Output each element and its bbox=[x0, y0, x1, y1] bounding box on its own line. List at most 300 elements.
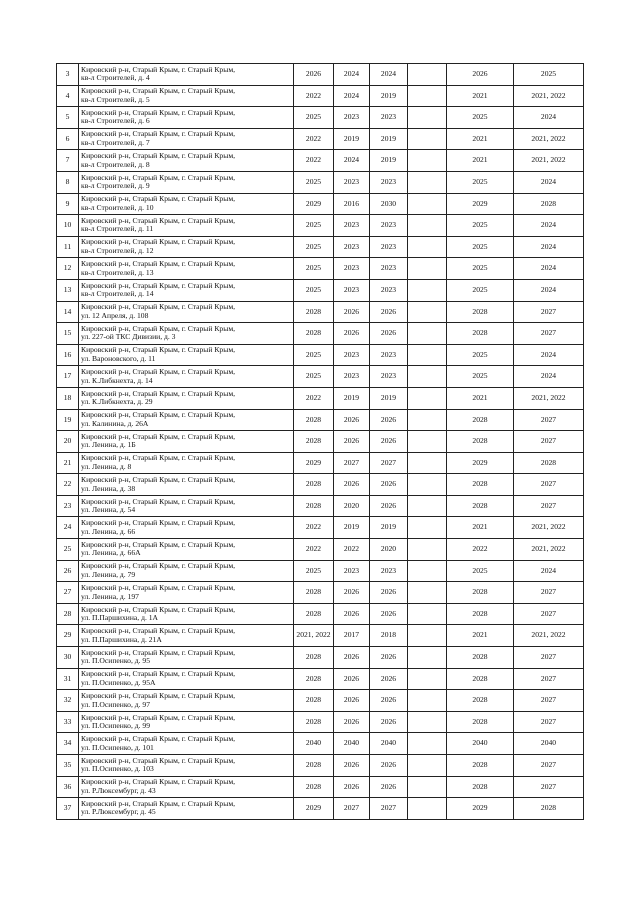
year-cell-5: 2027 bbox=[514, 603, 584, 625]
year-cell-2: 2027 bbox=[334, 452, 370, 474]
year-cell-1: 2028 bbox=[294, 409, 334, 431]
empty-cell bbox=[408, 798, 447, 820]
table-row bbox=[57, 279, 584, 301]
row-number: 7 bbox=[57, 150, 79, 172]
year-cell-1: 2025 bbox=[294, 171, 334, 193]
year-cell-5: 2021, 2022 bbox=[514, 150, 584, 172]
empty-cell bbox=[408, 301, 447, 323]
year-cell-2: 2026 bbox=[334, 431, 370, 453]
address-line: Кировский р-н, Старый Крым, г. Старый Крым, bbox=[81, 582, 236, 592]
year-cell-4: 2028 bbox=[447, 323, 514, 345]
year-cell-3: 2019 bbox=[370, 387, 408, 409]
address-line: ул. Ленина, д. 38 bbox=[81, 483, 136, 493]
year-cell-3: 2026 bbox=[370, 603, 408, 625]
year-cell-5: 2021, 2022 bbox=[514, 517, 584, 539]
year-cell-3: 2019 bbox=[370, 517, 408, 539]
address-line: Кировский р-н, Старый Крым, г. Старый Крым, bbox=[81, 86, 236, 96]
empty-cell bbox=[408, 647, 447, 669]
year-cell-5: 2024 bbox=[514, 236, 584, 258]
row-number: 28 bbox=[57, 603, 79, 625]
year-cell-1: 2025 bbox=[294, 107, 334, 129]
year-cell-1: 2028 bbox=[294, 474, 334, 496]
year-cell-5: 2027 bbox=[514, 690, 584, 712]
year-cell-3: 2023 bbox=[370, 560, 408, 582]
address-cell bbox=[79, 431, 294, 453]
address-cell bbox=[79, 64, 294, 86]
year-cell-5: 2024 bbox=[514, 107, 584, 129]
year-cell-3: 2040 bbox=[370, 733, 408, 755]
year-cell-2: 2019 bbox=[334, 517, 370, 539]
address-line: Кировский р-н, Старый Крым, г. Старый Крым, bbox=[81, 388, 236, 398]
table-row bbox=[57, 366, 584, 388]
year-cell-4: 2025 bbox=[447, 258, 514, 280]
address-cell bbox=[79, 171, 294, 193]
table-row bbox=[57, 539, 584, 561]
year-cell-1: 2022 bbox=[294, 150, 334, 172]
row-number: 36 bbox=[57, 776, 79, 798]
empty-cell bbox=[408, 452, 447, 474]
year-cell-1: 2025 bbox=[294, 366, 334, 388]
year-cell-2: 2017 bbox=[334, 625, 370, 647]
year-cell-4: 2026 bbox=[447, 64, 514, 86]
year-cell-1: 2022 bbox=[294, 539, 334, 561]
year-cell-1: 2022 bbox=[294, 387, 334, 409]
address-line: кв-л Строителей, д. 6 bbox=[81, 116, 150, 126]
row-number: 13 bbox=[57, 279, 79, 301]
year-cell-1: 2025 bbox=[294, 560, 334, 582]
year-cell-3: 2026 bbox=[370, 409, 408, 431]
year-cell-3: 2023 bbox=[370, 344, 408, 366]
address-line: ул. П.Осипенко, д. 101 bbox=[81, 742, 154, 752]
year-cell-5: 2025 bbox=[514, 64, 584, 86]
address-line: Кировский р-н, Старый Крым, г. Старый Крым, bbox=[81, 669, 236, 679]
table-row bbox=[57, 495, 584, 517]
year-cell-5: 2027 bbox=[514, 711, 584, 733]
year-cell-4: 2028 bbox=[447, 647, 514, 669]
year-cell-5: 2024 bbox=[514, 258, 584, 280]
row-number: 17 bbox=[57, 366, 79, 388]
row-number: 33 bbox=[57, 711, 79, 733]
year-cell-1: 2025 bbox=[294, 215, 334, 237]
year-cell-5: 2024 bbox=[514, 560, 584, 582]
year-cell-3: 2026 bbox=[370, 690, 408, 712]
year-cell-3: 2020 bbox=[370, 539, 408, 561]
empty-cell bbox=[408, 690, 447, 712]
row-number: 4 bbox=[57, 85, 79, 107]
address-line: Кировский р-н, Старый Крым, г. Старый Крым, bbox=[81, 518, 236, 528]
year-cell-4: 2025 bbox=[447, 560, 514, 582]
table-row bbox=[57, 647, 584, 669]
year-cell-3: 2023 bbox=[370, 215, 408, 237]
year-cell-4: 2028 bbox=[447, 603, 514, 625]
address-line: Кировский р-н, Старый Крым, г. Старый Крым, bbox=[81, 798, 236, 808]
year-cell-4: 2028 bbox=[447, 582, 514, 604]
year-cell-3: 2026 bbox=[370, 711, 408, 733]
year-cell-5: 2027 bbox=[514, 668, 584, 690]
year-cell-4: 2025 bbox=[447, 171, 514, 193]
address-line: Кировский р-н, Старый Крым, г. Старый Крым, bbox=[81, 561, 236, 571]
year-cell-1: 2029 bbox=[294, 798, 334, 820]
row-number: 8 bbox=[57, 171, 79, 193]
year-cell-4: 2025 bbox=[447, 107, 514, 129]
year-cell-2: 2023 bbox=[334, 560, 370, 582]
year-cell-2: 2026 bbox=[334, 323, 370, 345]
address-line: ул. П.Паршихина, д. 1А bbox=[81, 613, 159, 623]
table-row bbox=[57, 323, 584, 345]
year-cell-2: 2023 bbox=[334, 171, 370, 193]
address-line: Кировский р-н, Старый Крым, г. Старый Крым, bbox=[81, 453, 236, 463]
year-cell-4: 2028 bbox=[447, 409, 514, 431]
address-line: Кировский р-н, Старый Крым, г. Старый Крым, bbox=[81, 777, 236, 787]
address-line: ул. Ленина, д. 66 bbox=[81, 526, 136, 536]
year-cell-4: 2021 bbox=[447, 625, 514, 647]
address-cell bbox=[79, 755, 294, 777]
empty-cell bbox=[408, 64, 447, 86]
year-cell-1: 2028 bbox=[294, 647, 334, 669]
year-cell-4: 2040 bbox=[447, 733, 514, 755]
year-cell-2: 2026 bbox=[334, 409, 370, 431]
year-cell-5: 2027 bbox=[514, 495, 584, 517]
table-body bbox=[57, 64, 584, 820]
address-cell bbox=[79, 690, 294, 712]
table-row bbox=[57, 236, 584, 258]
year-cell-4: 2029 bbox=[447, 452, 514, 474]
empty-cell bbox=[408, 431, 447, 453]
row-number: 25 bbox=[57, 539, 79, 561]
address-cell bbox=[79, 301, 294, 323]
year-cell-2: 2023 bbox=[334, 107, 370, 129]
year-cell-4: 2028 bbox=[447, 711, 514, 733]
address-line: Кировский р-н, Старый Крым, г. Старый Крым, bbox=[81, 647, 236, 657]
year-cell-5: 2027 bbox=[514, 431, 584, 453]
empty-cell bbox=[408, 215, 447, 237]
empty-cell bbox=[408, 776, 447, 798]
row-number: 26 bbox=[57, 560, 79, 582]
year-cell-5: 2024 bbox=[514, 366, 584, 388]
address-cell bbox=[79, 366, 294, 388]
year-cell-2: 2023 bbox=[334, 344, 370, 366]
year-cell-4: 2022 bbox=[447, 539, 514, 561]
row-number: 24 bbox=[57, 517, 79, 539]
address-line: кв-л Строителей, д. 11 bbox=[81, 224, 154, 234]
year-cell-4: 2028 bbox=[447, 668, 514, 690]
address-cell bbox=[79, 107, 294, 129]
year-cell-4: 2028 bbox=[447, 495, 514, 517]
year-cell-2: 2026 bbox=[334, 603, 370, 625]
address-line: ул. Ленина, д. 66А bbox=[81, 548, 141, 558]
year-cell-4: 2025 bbox=[447, 366, 514, 388]
empty-cell bbox=[408, 582, 447, 604]
address-line: Кировский р-н, Старый Крым, г. Старый Крым, bbox=[81, 539, 236, 549]
address-line: кв-л Строителей, д. 7 bbox=[81, 138, 150, 148]
year-cell-5: 2028 bbox=[514, 193, 584, 215]
address-line: ул. П.Осипенко, д. 95А bbox=[81, 677, 156, 687]
address-cell bbox=[79, 776, 294, 798]
year-cell-4: 2025 bbox=[447, 215, 514, 237]
year-cell-3: 2023 bbox=[370, 107, 408, 129]
year-cell-3: 2027 bbox=[370, 452, 408, 474]
year-cell-4: 2028 bbox=[447, 431, 514, 453]
year-cell-3: 2026 bbox=[370, 668, 408, 690]
year-cell-3: 2026 bbox=[370, 776, 408, 798]
year-cell-4: 2028 bbox=[447, 474, 514, 496]
address-line: Кировский р-н, Старый Крым, г. Старый Крым, bbox=[81, 107, 236, 117]
empty-cell bbox=[408, 193, 447, 215]
address-line: ул. Ленина, д. 79 bbox=[81, 569, 136, 579]
address-cell bbox=[79, 603, 294, 625]
table-row bbox=[57, 193, 584, 215]
address-line: кв-л Строителей, д. 8 bbox=[81, 159, 150, 169]
year-cell-3: 2023 bbox=[370, 171, 408, 193]
year-cell-2: 2026 bbox=[334, 582, 370, 604]
address-cell bbox=[79, 668, 294, 690]
year-cell-1: 2028 bbox=[294, 711, 334, 733]
year-cell-3: 2026 bbox=[370, 431, 408, 453]
year-cell-2: 2026 bbox=[334, 668, 370, 690]
address-line: Кировский р-н, Старый Крым, г. Старый Крым, bbox=[81, 302, 236, 312]
year-cell-3: 2026 bbox=[370, 323, 408, 345]
address-line: ул. 227-ой ТКС Дивизии, д. 3 bbox=[81, 332, 176, 342]
empty-cell bbox=[408, 107, 447, 129]
year-cell-2: 2019 bbox=[334, 387, 370, 409]
address-line: ул. П.Паршихина, д. 21А bbox=[81, 634, 162, 644]
row-number: 32 bbox=[57, 690, 79, 712]
year-cell-5: 2027 bbox=[514, 474, 584, 496]
row-number: 30 bbox=[57, 647, 79, 669]
table-row bbox=[57, 798, 584, 820]
address-line: Кировский р-н, Старый Крым, г. Старый Крым, bbox=[81, 215, 236, 225]
year-cell-4: 2029 bbox=[447, 193, 514, 215]
year-cell-5: 2021, 2022 bbox=[514, 387, 584, 409]
year-cell-2: 2024 bbox=[334, 85, 370, 107]
address-line: Кировский р-н, Старый Крым, г. Старый Крым, bbox=[81, 496, 236, 506]
year-cell-5: 2027 bbox=[514, 776, 584, 798]
address-cell bbox=[79, 539, 294, 561]
address-cell bbox=[79, 560, 294, 582]
address-line: Кировский р-н, Старый Крым, г. Старый Крым, bbox=[81, 345, 236, 355]
year-cell-2: 2024 bbox=[334, 150, 370, 172]
address-cell bbox=[79, 582, 294, 604]
row-number: 21 bbox=[57, 452, 79, 474]
empty-cell bbox=[408, 495, 447, 517]
address-line: ул. Ленина, д. 8 bbox=[81, 461, 132, 471]
address-cell bbox=[79, 495, 294, 517]
row-number: 20 bbox=[57, 431, 79, 453]
address-line: Кировский р-н, Старый Крым, г. Старый Крым, bbox=[81, 474, 236, 484]
address-line: Кировский р-н, Старый Крым, г. Старый Крым, bbox=[81, 129, 236, 139]
year-cell-1: 2026 bbox=[294, 64, 334, 86]
table-row bbox=[57, 409, 584, 431]
address-cell bbox=[79, 798, 294, 820]
address-cell bbox=[79, 344, 294, 366]
address-cell bbox=[79, 150, 294, 172]
year-cell-1: 2028 bbox=[294, 776, 334, 798]
housing-registry-table bbox=[56, 63, 584, 820]
table-row bbox=[57, 301, 584, 323]
year-cell-3: 2026 bbox=[370, 647, 408, 669]
table-row bbox=[57, 668, 584, 690]
year-cell-3: 2030 bbox=[370, 193, 408, 215]
year-cell-1: 2028 bbox=[294, 690, 334, 712]
year-cell-4: 2021 bbox=[447, 85, 514, 107]
year-cell-1: 2028 bbox=[294, 431, 334, 453]
year-cell-2: 2026 bbox=[334, 776, 370, 798]
address-line: Кировский р-н, Старый Крым, г. Старый Крым, bbox=[81, 410, 236, 420]
address-line: кв-л Строителей, д. 13 bbox=[81, 267, 154, 277]
year-cell-3: 2023 bbox=[370, 258, 408, 280]
table-row bbox=[57, 452, 584, 474]
row-number: 14 bbox=[57, 301, 79, 323]
year-cell-1: 2025 bbox=[294, 344, 334, 366]
empty-cell bbox=[408, 128, 447, 150]
year-cell-3: 2023 bbox=[370, 279, 408, 301]
address-line: ул. Р.Люксембург, д. 43 bbox=[81, 785, 156, 795]
year-cell-2: 2023 bbox=[334, 215, 370, 237]
year-cell-1: 2021, 2022 bbox=[294, 625, 334, 647]
year-cell-5: 2024 bbox=[514, 171, 584, 193]
year-cell-1: 2022 bbox=[294, 85, 334, 107]
row-number: 37 bbox=[57, 798, 79, 820]
year-cell-4: 2021 bbox=[447, 128, 514, 150]
year-cell-4: 2028 bbox=[447, 301, 514, 323]
row-number: 35 bbox=[57, 755, 79, 777]
address-cell bbox=[79, 647, 294, 669]
year-cell-2: 2023 bbox=[334, 279, 370, 301]
empty-cell bbox=[408, 539, 447, 561]
year-cell-5: 2040 bbox=[514, 733, 584, 755]
address-line: кв-л Строителей, д. 9 bbox=[81, 181, 150, 191]
address-cell bbox=[79, 323, 294, 345]
year-cell-5: 2028 bbox=[514, 452, 584, 474]
address-line: Кировский р-н, Старый Крым, г. Старый Крым, bbox=[81, 323, 236, 333]
address-line: Кировский р-н, Старый Крым, г. Старый Крым, bbox=[81, 626, 236, 636]
address-line: кв-л Строителей, д. 12 bbox=[81, 246, 154, 256]
empty-cell bbox=[408, 668, 447, 690]
row-number: 6 bbox=[57, 128, 79, 150]
year-cell-4: 2028 bbox=[447, 755, 514, 777]
year-cell-2: 2019 bbox=[334, 128, 370, 150]
table-row bbox=[57, 215, 584, 237]
address-line: кв-л Строителей, д. 4 bbox=[81, 73, 150, 83]
year-cell-5: 2027 bbox=[514, 301, 584, 323]
address-line: Кировский р-н, Старый Крым, г. Старый Крым, bbox=[81, 280, 236, 290]
year-cell-5: 2027 bbox=[514, 582, 584, 604]
address-cell bbox=[79, 452, 294, 474]
address-line: Кировский р-н, Старый Крым, г. Старый Крым, bbox=[81, 64, 236, 74]
year-cell-3: 2023 bbox=[370, 236, 408, 258]
row-number: 5 bbox=[57, 107, 79, 129]
year-cell-4: 2021 bbox=[447, 150, 514, 172]
empty-cell bbox=[408, 236, 447, 258]
year-cell-5: 2024 bbox=[514, 215, 584, 237]
empty-cell bbox=[408, 603, 447, 625]
year-cell-2: 2023 bbox=[334, 366, 370, 388]
address-cell bbox=[79, 625, 294, 647]
year-cell-4: 2025 bbox=[447, 236, 514, 258]
table-row bbox=[57, 431, 584, 453]
year-cell-5: 2027 bbox=[514, 323, 584, 345]
year-cell-1: 2040 bbox=[294, 733, 334, 755]
address-line: Кировский р-н, Старый Крым, г. Старый Крым, bbox=[81, 367, 236, 377]
address-line: Кировский р-н, Старый Крым, г. Старый Крым, bbox=[81, 755, 236, 765]
address-cell bbox=[79, 711, 294, 733]
row-number: 34 bbox=[57, 733, 79, 755]
year-cell-5: 2024 bbox=[514, 279, 584, 301]
address-cell bbox=[79, 236, 294, 258]
year-cell-1: 2028 bbox=[294, 323, 334, 345]
address-line: ул. П.Осипенко, д. 103 bbox=[81, 764, 154, 774]
table-row bbox=[57, 776, 584, 798]
table-row bbox=[57, 582, 584, 604]
address-cell bbox=[79, 215, 294, 237]
empty-cell bbox=[408, 387, 447, 409]
address-line: ул. К.Либкнехта, д. 29 bbox=[81, 397, 153, 407]
year-cell-5: 2027 bbox=[514, 409, 584, 431]
address-line: ул. Р.Люксембург, д. 45 bbox=[81, 807, 156, 817]
table-row bbox=[57, 603, 584, 625]
address-line: ул. К.Либкнехта, д. 14 bbox=[81, 375, 153, 385]
year-cell-2: 2026 bbox=[334, 690, 370, 712]
year-cell-1: 2028 bbox=[294, 603, 334, 625]
year-cell-3: 2019 bbox=[370, 128, 408, 150]
address-line: кв-л Строителей, д. 10 bbox=[81, 202, 154, 212]
year-cell-3: 2026 bbox=[370, 755, 408, 777]
address-cell bbox=[79, 279, 294, 301]
year-cell-2: 2026 bbox=[334, 474, 370, 496]
address-line: Кировский р-н, Старый Крым, г. Старый Крым, bbox=[81, 237, 236, 247]
year-cell-2: 2026 bbox=[334, 711, 370, 733]
year-cell-1: 2028 bbox=[294, 582, 334, 604]
address-line: кв-л Строителей, д. 5 bbox=[81, 94, 150, 104]
year-cell-1: 2028 bbox=[294, 755, 334, 777]
empty-cell bbox=[408, 625, 447, 647]
row-number: 3 bbox=[57, 64, 79, 86]
empty-cell bbox=[408, 560, 447, 582]
address-line: Кировский р-н, Старый Крым, г. Старый Крым, bbox=[81, 172, 236, 182]
year-cell-2: 2040 bbox=[334, 733, 370, 755]
address-cell bbox=[79, 517, 294, 539]
empty-cell bbox=[408, 409, 447, 431]
empty-cell bbox=[408, 517, 447, 539]
year-cell-3: 2026 bbox=[370, 474, 408, 496]
address-line: ул. Вароновского, д. 11 bbox=[81, 354, 156, 364]
address-line: Кировский р-н, Старый Крым, г. Старый Крым, bbox=[81, 151, 236, 161]
year-cell-1: 2028 bbox=[294, 301, 334, 323]
empty-cell bbox=[408, 711, 447, 733]
address-line: Кировский р-н, Старый Крым, г. Старый Крым, bbox=[81, 712, 236, 722]
address-line: Кировский р-н, Старый Крым, г. Старый Крым, bbox=[81, 259, 236, 269]
address-cell bbox=[79, 258, 294, 280]
row-number: 16 bbox=[57, 344, 79, 366]
year-cell-3: 2024 bbox=[370, 64, 408, 86]
year-cell-4: 2028 bbox=[447, 690, 514, 712]
address-line: Кировский р-н, Старый Крым, г. Старый Крым, bbox=[81, 604, 236, 614]
row-number: 10 bbox=[57, 215, 79, 237]
address-line: кв-л Строителей, д. 14 bbox=[81, 289, 154, 299]
address-line: Кировский р-н, Старый Крым, г. Старый Крым, bbox=[81, 194, 236, 204]
table-row bbox=[57, 344, 584, 366]
table-row bbox=[57, 755, 584, 777]
year-cell-3: 2019 bbox=[370, 85, 408, 107]
year-cell-2: 2026 bbox=[334, 755, 370, 777]
year-cell-1: 2022 bbox=[294, 128, 334, 150]
year-cell-4: 2029 bbox=[447, 798, 514, 820]
address-line: ул. Ленина, д. 54 bbox=[81, 505, 136, 515]
empty-cell bbox=[408, 150, 447, 172]
empty-cell bbox=[408, 323, 447, 345]
table-row bbox=[57, 625, 584, 647]
row-number: 19 bbox=[57, 409, 79, 431]
